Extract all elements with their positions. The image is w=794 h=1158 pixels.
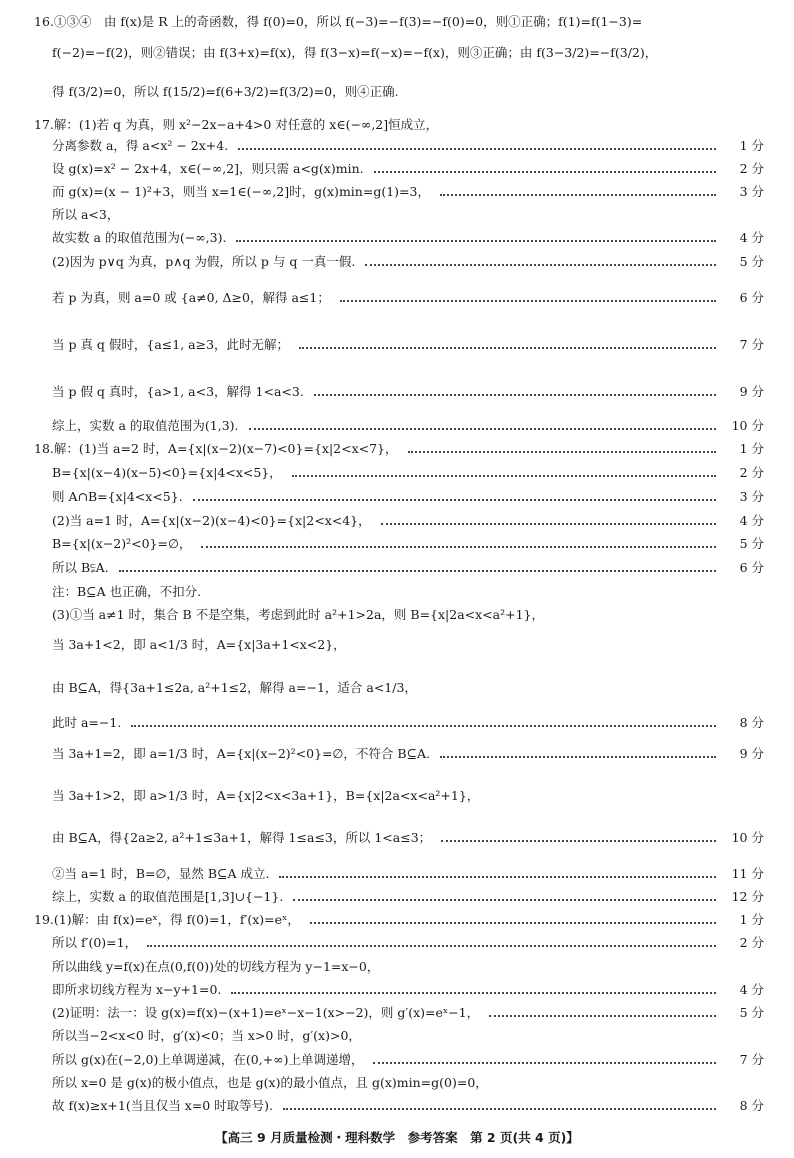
line-17-5: 故实数 a 的取值范围为(−∞,3). 4 分	[52, 230, 764, 245]
line-16-b: f(−2)=−f(2)，则②错误；由 f(3+x)=f(x)，得 f(3−x)=f(−x)=−f(x)，则③正确；由 f(3−3/2)=−f(3/2)，	[52, 45, 658, 60]
line-19-8: 所以 x=0 是 g(x)的极小值点，也是 g(x)的最小值点，且 g(x)min=g(0)=0，	[52, 1075, 488, 1090]
line-19-5: (2)证明：法一：设 g(x)=f(x)−(x+1)=eˣ−x−1(x>−2)，则 g′(x)=eˣ−1， 5 分	[52, 1005, 764, 1020]
line-19-4: 即所求切线方程为 x−y+1=0. 4 分	[52, 982, 764, 997]
line-19-7: 所以 g(x)在(−2,0)上单调递减，在(0,+∞)上单调递增， 7 分	[52, 1052, 764, 1067]
line-18-7: (3)①当 a≠1 时，集合 B 不是空集，考虑到此时 a²+1>2a，则 B={x|2a<x<a²+1}，	[52, 607, 544, 622]
line-17-6: (2)因为 p∨q 为真，p∧q 为假，所以 p 与 q 一真一假. 5 分	[52, 254, 764, 269]
line-18-2: B={x|(x−4)(x−5)<0}={x|4<x<5}， 2 分	[52, 465, 764, 480]
line-17-9: 当 p 假 q 真时，{a>1, a<3，解得 1<a<3. 9 分	[52, 384, 764, 399]
line-18-note: 注：B⊆A 也正确，不扣分.	[52, 584, 202, 599]
line-19-9: 故 f(x)≥x+1(当且仅当 x=0 时取等号). 8 分	[52, 1098, 764, 1113]
line-17-7: 若 p 为真，则 a=0 或 {a≠0, Δ≥0，解得 a≤1； 6 分	[52, 290, 764, 305]
line-18-6: 所以 B⫋A. 6 分	[52, 560, 764, 575]
line-18-11: 当 3a+1=2，即 a=1/3 时，A={x|(x−2)²<0}=∅，不符合 B⊆A. 9 分	[52, 746, 764, 761]
line-17-3: 而 g(x)=(x − 1)²+3，则当 x=1∈(−∞,2]时，g(x)min=g(1)=3， 3 分	[52, 184, 764, 199]
page-footer: 【高三 9 月质量检测・理科数学 参考答案 第 2 页(共 4 页)】	[215, 1130, 579, 1145]
line-18-4: (2)当 a=1 时，A={x|(x−2)(x−4)<0}={x|2<x<4}， 4 分	[52, 513, 764, 528]
line-19-1: 19.(1)解：由 f(x)=eˣ，得 f(0)=1，f′(x)=eˣ， 1 分	[34, 912, 764, 927]
line-18-10: 此时 a=−1. 8 分	[52, 715, 764, 730]
line-19-2: 所以 f′(0)=1， 2 分	[52, 935, 764, 950]
line-18-5: B={x|(x−2)²<0}=∅， 5 分	[52, 536, 764, 551]
line-18-15: 综上，实数 a 的取值范围是[1,3]∪{−1}. 12 分	[52, 889, 764, 904]
line-17-4: 所以 a<3，	[52, 207, 120, 222]
line-18-12: 当 3a+1>2，即 a>1/3 时，A={x|2<x<3a+1}，B={x|2a<x<a²+1}，	[52, 788, 480, 803]
line-18-13: 由 B⊆A，得{2a≥2, a²+1≤3a+1，解得 1≤a≤3，所以 1<a≤3； 10 分	[52, 830, 764, 845]
line-18-3: 则 A∩B={x|4<x<5}. 3 分	[52, 489, 764, 504]
line-17-2: 设 g(x)=x² − 2x+4，x∈(−∞,2]，则只需 a<g(x)min. 2 分	[52, 161, 764, 176]
line-18-8: 当 3a+1<2，即 a<1/3 时，A={x|3a+1<x<2}，	[52, 637, 346, 652]
line-17-head: 17.解：(1)若 q 为真，则 x²−2x−a+4>0 对任意的 x∈(−∞,2]恒成立，	[34, 117, 439, 132]
line-19-3: 所以曲线 y=f(x)在点(0,f(0))处的切线方程为 y−1=x−0，	[52, 959, 380, 974]
line-17-10: 综上，实数 a 的取值范围为(1,3). 10 分	[52, 418, 764, 433]
line-16-c: 得 f(3/2)=0，所以 f(15/2)=f(6+3/2)=f(3/2)=0，则④正确.	[52, 84, 399, 99]
line-17-8: 当 p 真 q 假时，{a≤1, a≥3，此时无解； 7 分	[52, 337, 764, 352]
line-17-1: 分离参数 a，得 a<x² − 2x+4. 1 分	[52, 138, 764, 153]
line-18-14: ②当 a=1 时，B=∅，显然 B⊆A 成立. 11 分	[52, 866, 764, 881]
line-19-6: 所以当−2<x<0 时，g′(x)<0；当 x>0 时，g′(x)>0，	[52, 1028, 361, 1043]
line-18-9: 由 B⊆A，得{3a+1≤2a, a²+1≤2，解得 a=−1，适合 a<1/3，	[52, 680, 417, 695]
line-18-1: 18.解：(1)当 a=2 时，A={x|(x−2)(x−7)<0}={x|2<x<7}， 1 分	[34, 441, 764, 456]
line-16-a: 16.①③④ 由 f(x)是 R 上的奇函数，得 f(0)=0，所以 f(−3)=−f(3)=−f(0)=0，则①正确；f(1)=f(1−3)=	[34, 14, 643, 29]
